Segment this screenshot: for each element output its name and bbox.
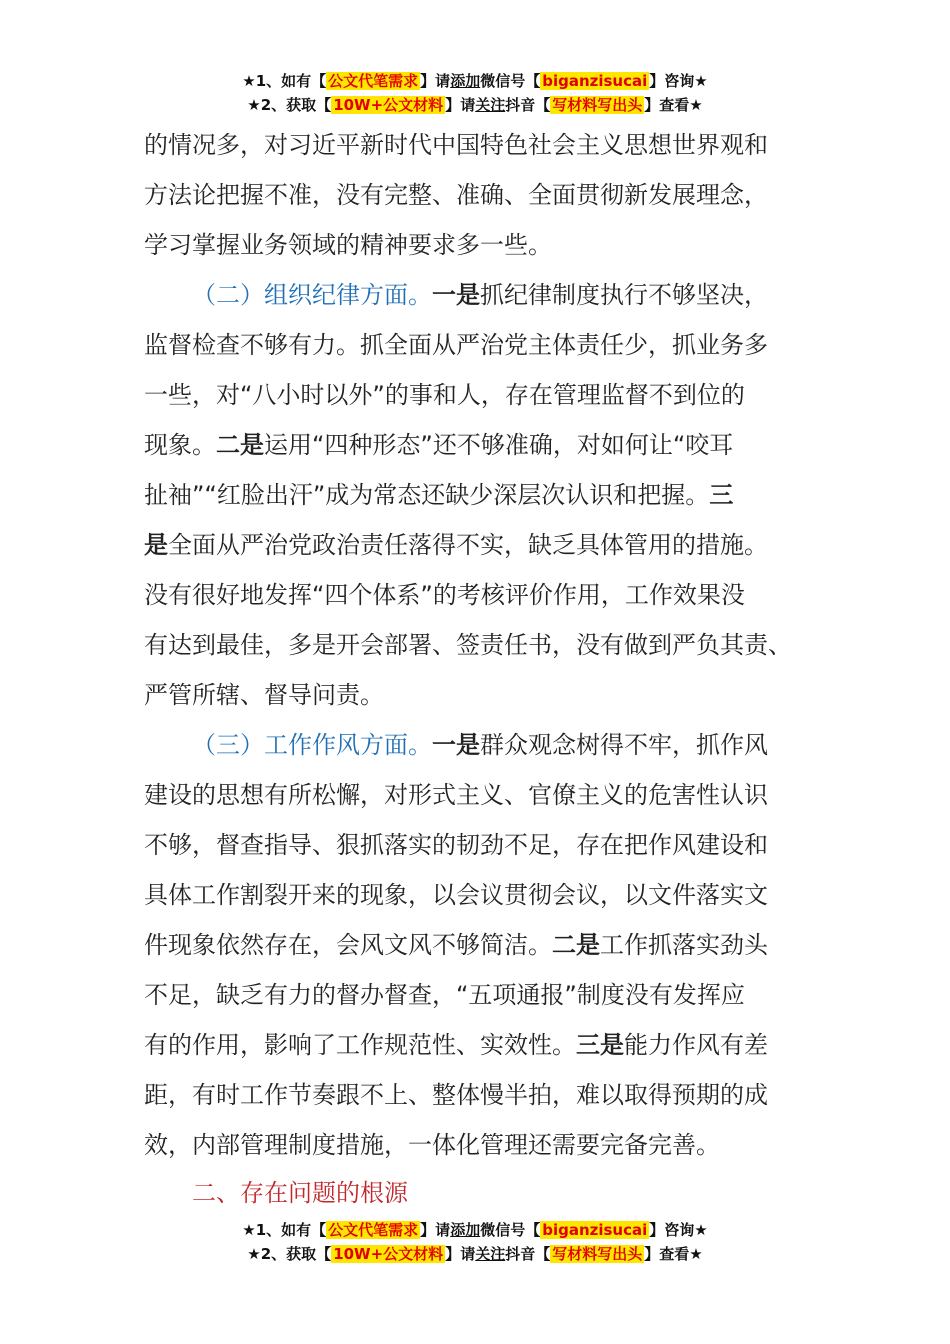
banner-line-2-bottom: ★2、获取【 10W+公文材料 】请关注抖音【 写材料写出头 】查看★ <box>247 1245 703 1263</box>
text-line: 严管所辖、督导问责。 <box>144 681 384 709</box>
text-line: 件现象依然存在，会风文风不够简洁。二是工作抓落实劲头 <box>144 931 768 959</box>
section-3-first-line: （三）工作作风方面。一是群众观念树得不牢，抓作风 <box>192 731 768 759</box>
highlight-materials: 10W+公文材料 <box>333 96 444 114</box>
section-2-heading: （二）组织纪律方面。 <box>192 281 432 309</box>
section-2-first-line: （二）组织纪律方面。一是抓纪律制度执行不够坚决， <box>192 281 768 309</box>
text-line: 现象。二是运用“四种形态”还不够准确，对如何让“咬耳 <box>144 431 734 459</box>
text-line: 有达到最佳，多是开会部署、签责任书，没有做到严负其责、 <box>144 631 792 659</box>
text-line: 扯袖”“红脸出汗”成为常态还缺少深层次认识和把握。三 <box>144 481 734 509</box>
text-line: 学习掌握业务领域的精神要求多一些。 <box>144 231 552 259</box>
text-line: 是全面从严治党政治责任落得不实，缺乏具体管用的措施。 <box>144 531 768 559</box>
text-line: 不够，督查指导、狠抓落实的韧劲不足，存在把作风建设和 <box>144 831 768 859</box>
text-line: 效，内部管理制度措施，一体化管理还需要完备完善。 <box>144 1131 720 1159</box>
chapter-heading: 二、存在问题的根源 <box>192 1179 408 1207</box>
banner-line-1-bottom: ★1、如有【 公文代笔需求 】请添加微信号【 biganzisucai 】咨询★ <box>242 1221 708 1239</box>
highlight-wechat-id: biganzisucai <box>542 72 648 90</box>
text-line: 监督检查不够有力。抓全面从严治党主体责任少，抓业务多 <box>144 331 768 359</box>
text-line: 方法论把握不准，没有完整、准确、全面贯彻新发展理念， <box>144 181 768 209</box>
highlight-service: 公文代笔需求 <box>328 72 419 90</box>
banner-line-2: ★2、获取【 10W+公文材料 】请关注抖音【 写材料写出头 】查看★ <box>247 96 703 114</box>
section-3-heading: （三）工作作风方面。 <box>192 731 432 759</box>
banner-line-1: ★1、如有【 公文代笔需求 】请添加微信号【 biganzisucai 】咨询★ <box>242 72 708 90</box>
text-line: 建设的思想有所松懈，对形式主义、官僚主义的危害性认识 <box>144 781 768 809</box>
text-line: 有的作用，影响了工作规范性、实效性。三是能力作风有差 <box>144 1031 768 1059</box>
text-line: 距，有时工作节奏跟不上、整体慢半拍，难以取得预期的成 <box>144 1081 768 1109</box>
highlight-douyin: 写材料写出头 <box>552 96 643 114</box>
text-line: 不足，缺乏有力的督办督查，“五项通报”制度没有发挥应 <box>144 981 745 1009</box>
text-line: 一些，对“八小时以外”的事和人，存在管理监督不到位的 <box>144 381 745 409</box>
text-line: 具体工作割裂开来的现象，以会议贯彻会议，以文件落实文 <box>144 881 768 909</box>
text-line: 的情况多，对习近平新时代中国特色社会主义思想世界观和 <box>144 131 768 159</box>
text-line: 没有很好地发挥“四个体系”的考核评价作用，工作效果没 <box>144 581 745 609</box>
